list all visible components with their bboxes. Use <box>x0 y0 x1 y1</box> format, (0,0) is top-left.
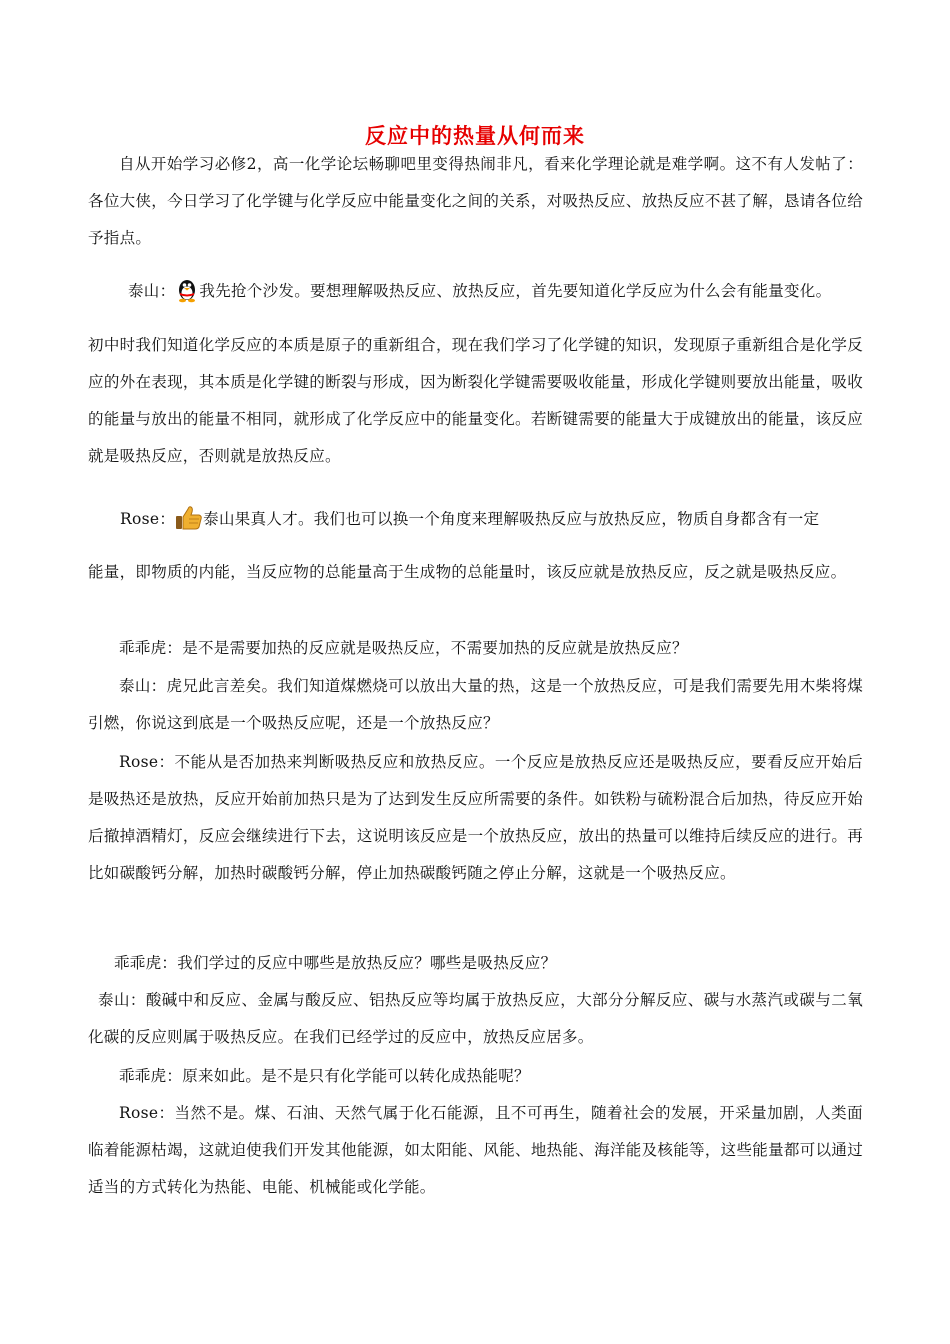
rose-post-text: 泰山果真人才。我们也可以换一个角度来理解吸热反应与放热反应，物质自身都含有一定 <box>203 510 820 528</box>
thumbs-up-icon <box>175 505 203 535</box>
taishan-post-text: 我先抢个沙发。要想理解吸热反应、放热反应，首先要知道化学反应为什么会有能量变化。 <box>199 282 832 300</box>
rose-post-3: Rose：当然不是。煤、石油、天然气属于化石能源，且不可再生，随着社会的发展，开采量加剧，人类面临着能源枯竭，这就迫使我们开发其他能源，如太阳能、风能、地热能、海洋能及核能等，这些能量都可以通过适当的方式转化为热能、电能、机械能或化学能。 <box>88 1104 863 1196</box>
taishan-post-2: 泰山：虎兄此言差矣。我们知道煤燃烧可以放出大量的热，这是一个放热反应，可是我们需要先用木柴将煤引燃，你说这到底是一个吸热反应呢，还是一个放热反应？ <box>88 677 863 732</box>
taishan-post-3: 泰山：酸碱中和反应、金属与酸反应、铝热反应等均属于放热反应，大部分分解反应、碳与水蒸汽或碳与二氧化碳的反应则属于吸热反应。在我们已经学过的反应中，放热反应居多。 <box>88 991 863 1046</box>
intro-paragraph: 自从开始学习必修2，高一化学论坛畅聊吧里变得热闹非凡，看来化学理论就是难学啊。这不有人发帖了：各位大侠，今日学习了化学键与化学反应中能量变化之间的关系，对吸热反应、放热反应不甚了解，恳请各位给予指点。 <box>88 155 863 247</box>
speaker-name: 泰山： <box>128 282 176 300</box>
document-title: 反应中的热量从何而来 <box>365 124 585 148</box>
penguin-icon <box>175 277 199 307</box>
taishan-post-first-line <box>128 277 831 307</box>
rose-post-2: Rose：不能从是否加热来判断吸热反应和放热反应。一个反应是放热反应还是吸热反应，要看反应开始后是吸热还是放热，反应开始前加热只是为了达到发生反应所需要的条件。如铁粉与硫粉混合后加热，待反应开始后撤掉酒精灯，反应会继续进行下去，这说明该反应是一个放热反应，放出的热量可以维持后续反应的进行。再比如碳酸钙分解，加热时碳酸钙分解，停止加热碳酸钙随之停止分解，这就是一个吸热反应。 <box>88 753 863 882</box>
speaker-name: Rose： <box>120 510 176 528</box>
guaiguaihu-post-2: 乖乖虎：我们学过的反应中哪些是放热反应？哪些是吸热反应？ <box>114 954 557 972</box>
guaiguaihu-post-1: 乖乖虎：是不是需要加热的反应就是吸热反应，不需要加热的反应就是放热反应？ <box>119 639 688 657</box>
rose-post-first-line <box>120 505 819 535</box>
taishan-post-continued: 初中时我们知道化学反应的本质是原子的重新组合，现在我们学习了化学键的知识，发现原子重新组合是化学反应的外在表现，其本质是化学键的断裂与形成，因为断裂化学键需要吸收能量，形成化学键则要放出能量，吸收的能量与放出的能量不相同，就形成了化学反应中的能量变化。若断键需要的能量大于成键放出的能量，该反应就是吸热反应，否则就是放热反应。 <box>88 336 863 465</box>
rose-post-continued: 能量，即物质的内能，当反应物的总能量高于生成物的总能量时，该反应就是放热反应，反之就是吸热反应。 <box>88 563 847 581</box>
guaiguaihu-post-3: 乖乖虎：原来如此。是不是只有化学能可以转化成热能呢？ <box>119 1067 530 1085</box>
